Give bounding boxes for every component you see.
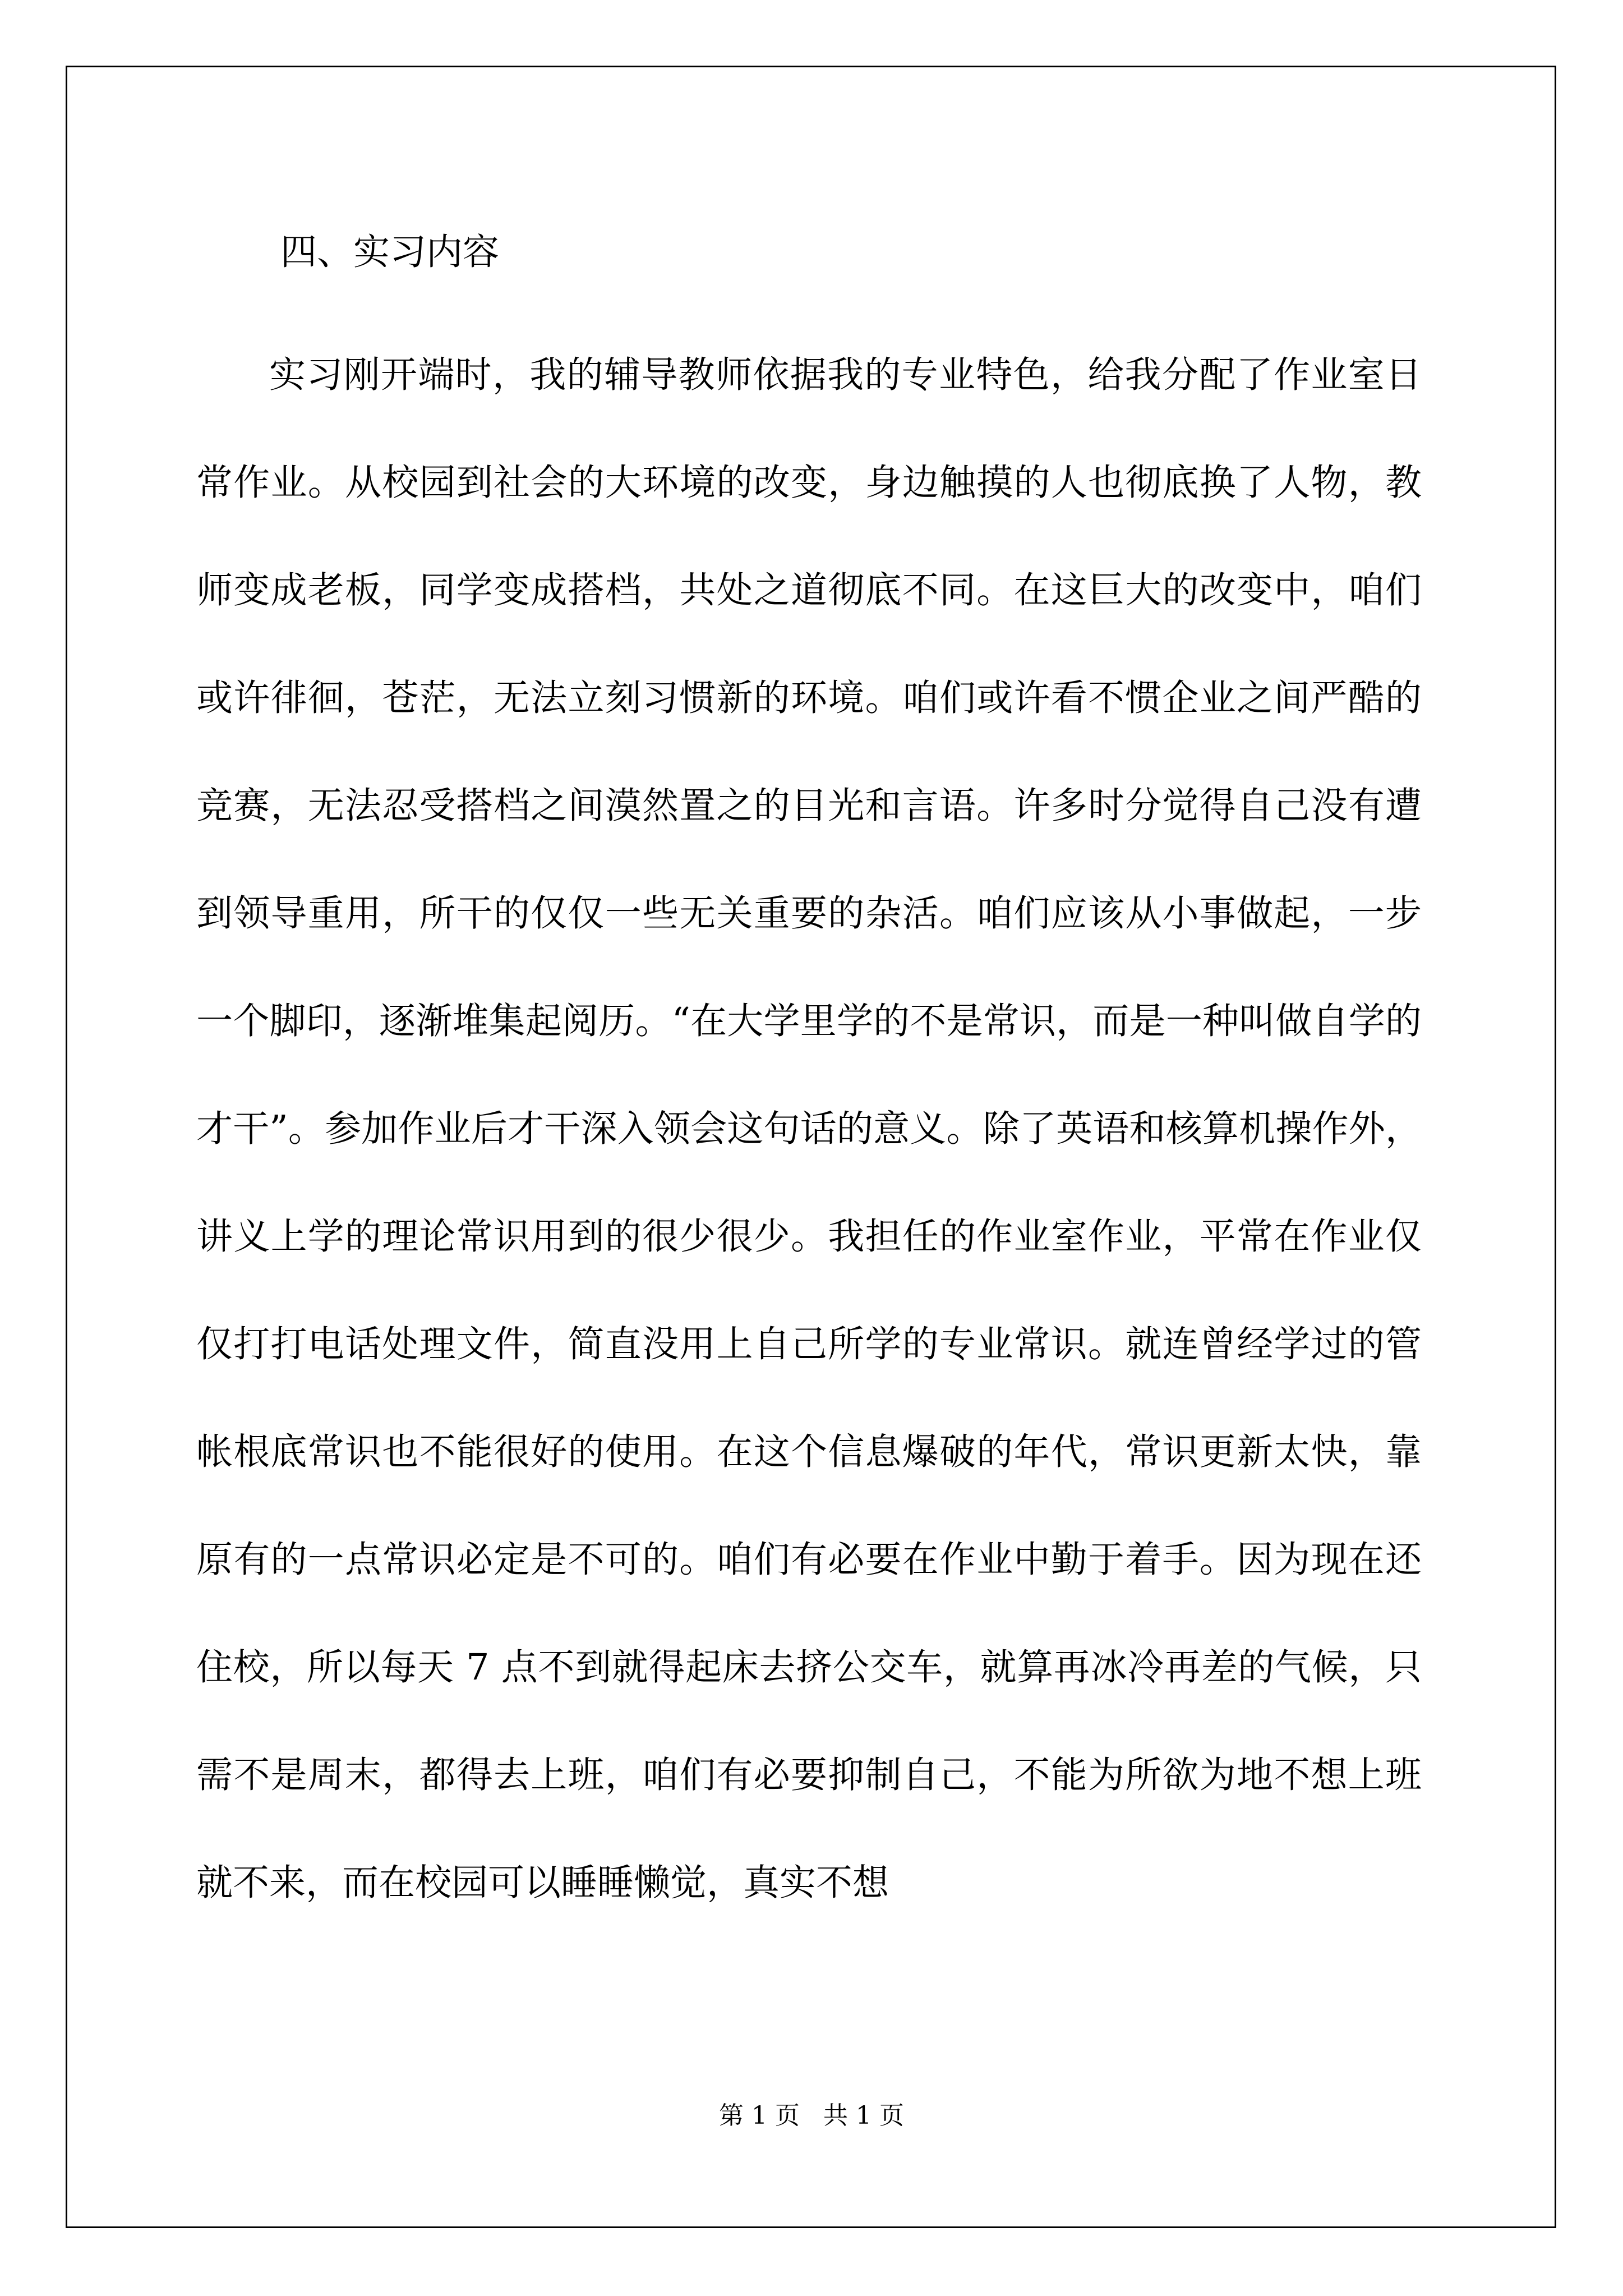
- document-body: [196, 210, 1422, 1937]
- page-footer: 第 1 页 共 1 页: [719, 2101, 904, 2130]
- section-heading: 四、实习内容: [280, 231, 500, 273]
- body-paragraph: 实习刚开端时，我的辅导教师依据我的专业特色，给我分配了作业室日常作业。从校园到社会的大环境的改变，身边触摸的人也彻底换了人物，教师变成老板，同学变成搭档，共处之道彻底不同。在这巨大的改变中，咱们或许徘徊，苍茫，无法立刻习惯新的环境。咱们或许看不惯企业之间严酷的竞赛，无法忍受搭档之间漠然置之的目光和言语。许多时分觉得自己没有遭到领导重用，所干的仅仅一些无关重要的杂活。咱们应该从小事做起，一步一个脚印，逐渐堆集起阅历。“在大学里学的不是常识，而是一种叫做自学的才干”。参加作业后才干深入领会这句话的意义。除了英语和核算机操作外，讲义上学的理论常识用到的很少很少。我担任的作业室作业，平常在作业仅仅打打电话处理文件，简直没用上自己所学的专业常识。就连曾经学过的管帐根底常识也不能很好的使用。在这个信息爆破的年代，常识更新太快，靠原有的一点常识必定是不可的。咱们有必要在作业中勤于着手。因为现在还住校，所以每天 7 点不到就得起床去挤公交车，就算再冰冷再差的气候，只需不是周末，都得去上班，咱们有必要抑制自己，不能为所欲为地不想上班就不来，而在校园可以睡睡懒觉，真实不想: [196, 354, 1422, 1904]
